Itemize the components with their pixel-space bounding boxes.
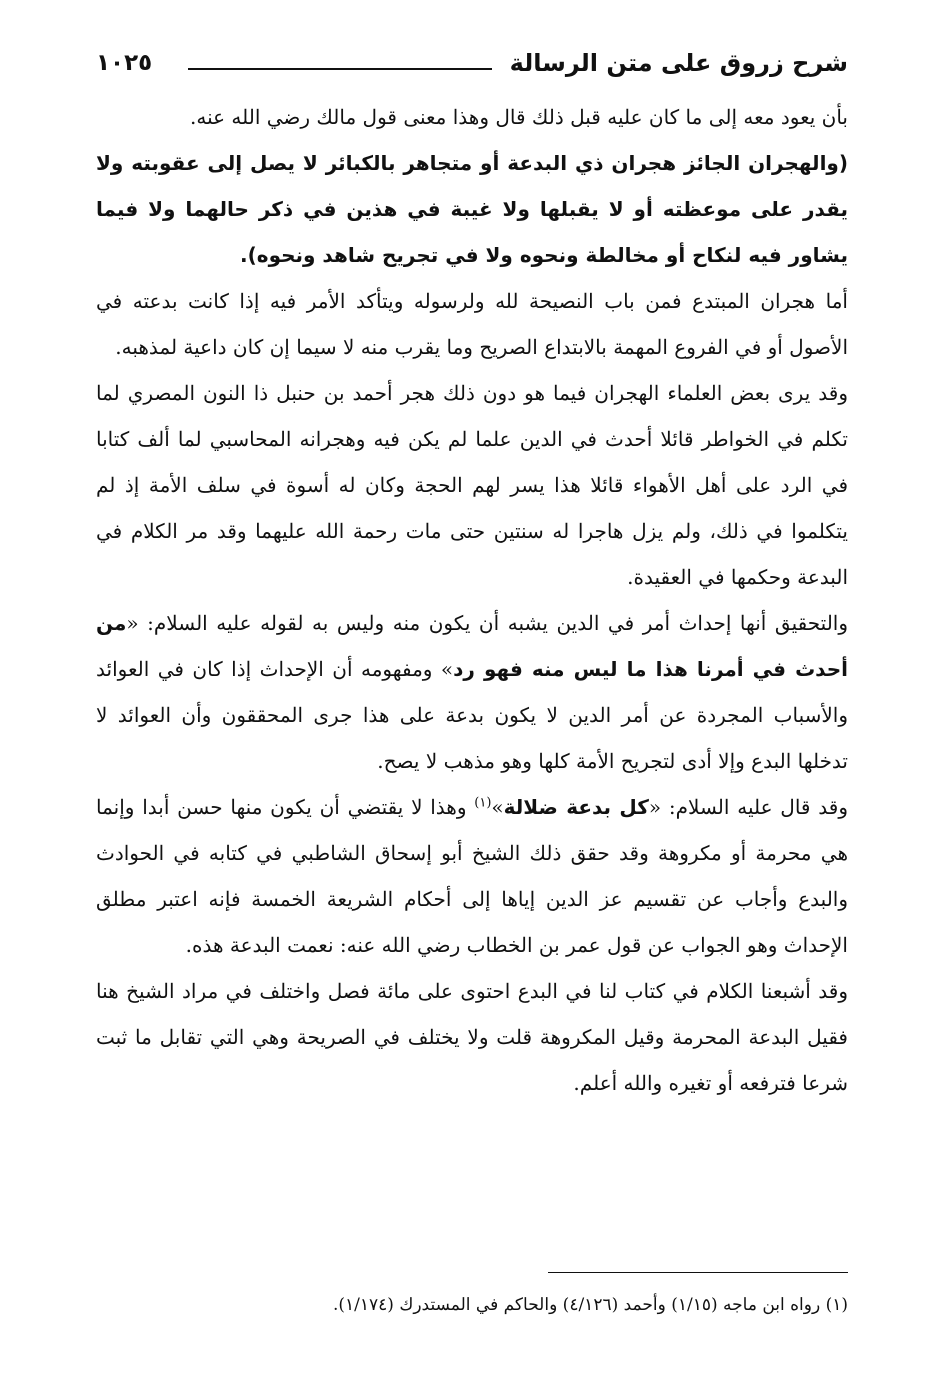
footnote: (١) رواه ابن ماجه (١/١٥) وأحمد (٤/١٢٦) والحاكم في المستدرك (١/١٧٤). bbox=[332, 1295, 848, 1315]
paragraph-6: وقد أشبعنا الكلام في كتاب لنا في البدع احتوى على مائة فصل واختلف في مراد الشيخ هنا فقيل البدعة المحرمة وقيل المكروهة قلت ولا يختلف في الصريحة وهي التي تقابل ما ثبت شرعا فترفعه أو تغيره والله أعلم. bbox=[96, 979, 848, 1095]
paragraph-5-rest: وهذا لا يقتضي أن يكون منها حسن أبدا وإنما هي محرمة أو مكروهة وقد حقق ذلك الشيخ أبو إسحاق الشاطبي في كتابه في الحوادث والبدع وأجاب عن تقسيم عز الدين إياها إلى أحكام الشريعة الخمسة فإنه اعتبر مطلق الإحداث وهو الجواب عن قول عمر بن الخطاب رضي الله عنه: نعمت البدعة هذه. bbox=[96, 795, 848, 957]
footnote-reference[interactable]: (١) bbox=[474, 795, 492, 811]
paragraph-2: أما هجران المبتدع فمن باب النصيحة لله ولرسوله ويتأكد الأمر فيه إذا كانت بدعته في الأصول أو في الفروع المهمة بالابتداع الصريح وما يقرب منه لا سيما إن كان داعية لمذهبه. bbox=[96, 289, 848, 359]
paragraph-5-lead: وقد قال عليه السلام: « bbox=[648, 795, 848, 819]
paragraph-1: بأن يعود معه إلى ما كان عليه قبل ذلك قال وهذا معنى قول مالك رضي الله عنه. bbox=[190, 105, 848, 129]
body-text bbox=[96, 94, 848, 1106]
book-page bbox=[96, 40, 848, 1370]
paragraph-3: وقد يرى بعض العلماء الهجران فيما هو دون ذلك هجر أحمد بن حنبل ذا النون المصري لما تكلم في الخواطر قائلا أحدث في الدين علما لم يكن فيه وهجرانه المحاسبي لما ألف كتابا في الرد على أهل الأهواء قائلا هذا يسر لهم الحجة وكان له أسوة في سلف الأمة إذ لم يتكلموا في ذلك، ولم يزل هاجرا له سنتين حتى مات رحمة الله عليهما وقد مر الكلام في البدعة وحكمها في العقيدة. bbox=[96, 381, 849, 589]
paragraph-4-lead: والتحقيق أنها إحداث أمر في الدين يشبه أن يكون منه وليس به لقوله عليه السلام: « bbox=[126, 611, 848, 635]
quote-close: » bbox=[491, 795, 504, 819]
paragraph-4 bbox=[96, 600, 848, 784]
paragraph-4-rest: » ومفهومه أن الإحداث إذا كان في العوائد والأسباب المجردة عن أمر الدين لا يكون بدعة على هذا جرى المحققون وأن العوائد لا تدخلها البدع وإلا أدى لتجريح الأمة كلها وهو مذهب لا يصح. bbox=[96, 657, 848, 773]
hadith-quote: من أحدث في أمرنا هذا ما ليس منه فهو رد bbox=[96, 611, 848, 681]
footnote-rule bbox=[548, 1272, 848, 1273]
running-title: شرح زروق على متن الرسالة bbox=[509, 49, 848, 77]
page-number: ١٠٢٥ bbox=[96, 50, 153, 76]
page-header bbox=[96, 40, 848, 86]
hadith-quote-2: كل بدعة ضلالة bbox=[503, 795, 649, 819]
matn-text: (والهجران الجائز هجران ذي البدعة أو متجاهر بالكبائر لا يصل إلى عقوبته ولا يقدر على موعظته أو لا يقبلها ولا غيبة في هذين في ذكر حالهما ولا فيما يشاور فيه لنكاح أو مخالطة ونحوه ولا في تجريح شاهد ونحوه). bbox=[96, 151, 848, 267]
header-rule bbox=[188, 68, 492, 70]
paragraph-5 bbox=[96, 784, 848, 968]
